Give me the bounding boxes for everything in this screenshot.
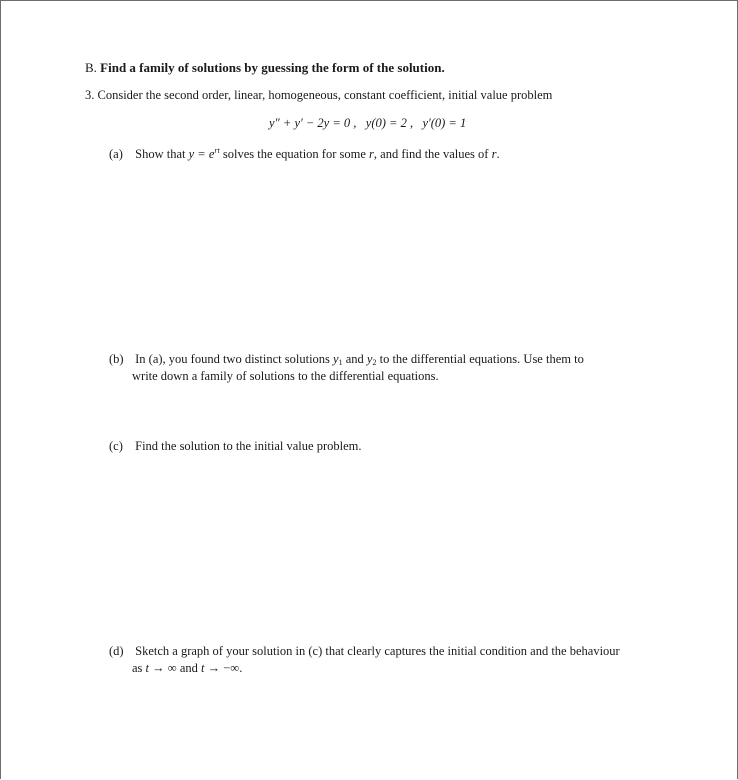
question-3 [85, 87, 552, 104]
section-title: Find a family of solutions by guessing the form of the solution. [100, 60, 445, 75]
part-a-math: y = e [188, 147, 215, 161]
part-b-label: (b) [109, 352, 124, 366]
part-a-text-1: Show that [135, 147, 186, 161]
question-text: Consider the second order, linear, homogeneous, constant coefficient, initial value problem [97, 88, 553, 102]
part-b-y2: y [366, 352, 373, 366]
part-b-y1-sub: 1 [338, 358, 343, 367]
part-b-y1: y [333, 352, 339, 366]
part-b-line-2-text: write down a family of solutions to the differential equations. [132, 369, 439, 383]
part-a-text-3: , and find the values of [373, 147, 489, 161]
part-a-text-4: . [496, 147, 500, 161]
part-d-arrow-1: → ∞ [152, 661, 177, 675]
part-d-arrow-2: → −∞. [207, 661, 243, 675]
part-d-line-2 [132, 660, 242, 677]
part-a [109, 146, 500, 163]
ivp-equation [269, 115, 466, 132]
initial-condition-1: y(0) = 2 , [365, 116, 414, 130]
part-d-t1: t [145, 661, 150, 675]
section-label: B. [85, 60, 97, 75]
part-b-text-2: to the differential equations. Use them to [379, 352, 584, 366]
part-d-line-1-text: Sketch a graph of your solution in (c) that clearly captures the initial condition and the behaviour [135, 644, 620, 658]
part-b-text-1: In (a), you found two distinct solutions [135, 352, 330, 366]
part-b-line-2 [132, 368, 439, 385]
part-a-text-2: solves the equation for some [222, 147, 366, 161]
part-c [109, 438, 362, 455]
part-d-line-1 [109, 643, 620, 660]
part-b-y2-sub: 2 [372, 358, 377, 367]
question-number: 3. [85, 88, 95, 102]
part-a-label: (a) [109, 147, 123, 161]
part-a-var: r [369, 147, 374, 161]
part-b-and: and [345, 352, 364, 366]
part-d-t2: t [201, 661, 205, 675]
part-d-as: as [132, 661, 143, 675]
ode: y″ + y′ − 2y = 0 , [269, 116, 357, 130]
part-c-label: (c) [109, 439, 123, 453]
part-d-and: and [179, 661, 198, 675]
section-heading [85, 59, 445, 76]
part-a-var-2: r [491, 147, 497, 161]
part-b-line-1 [109, 351, 584, 368]
part-d-label: (d) [109, 644, 124, 658]
part-c-text: Find the solution to the initial value problem. [135, 439, 362, 453]
initial-condition-2: y′(0) = 1 [422, 116, 467, 130]
part-a-exponent: rt [214, 146, 220, 155]
